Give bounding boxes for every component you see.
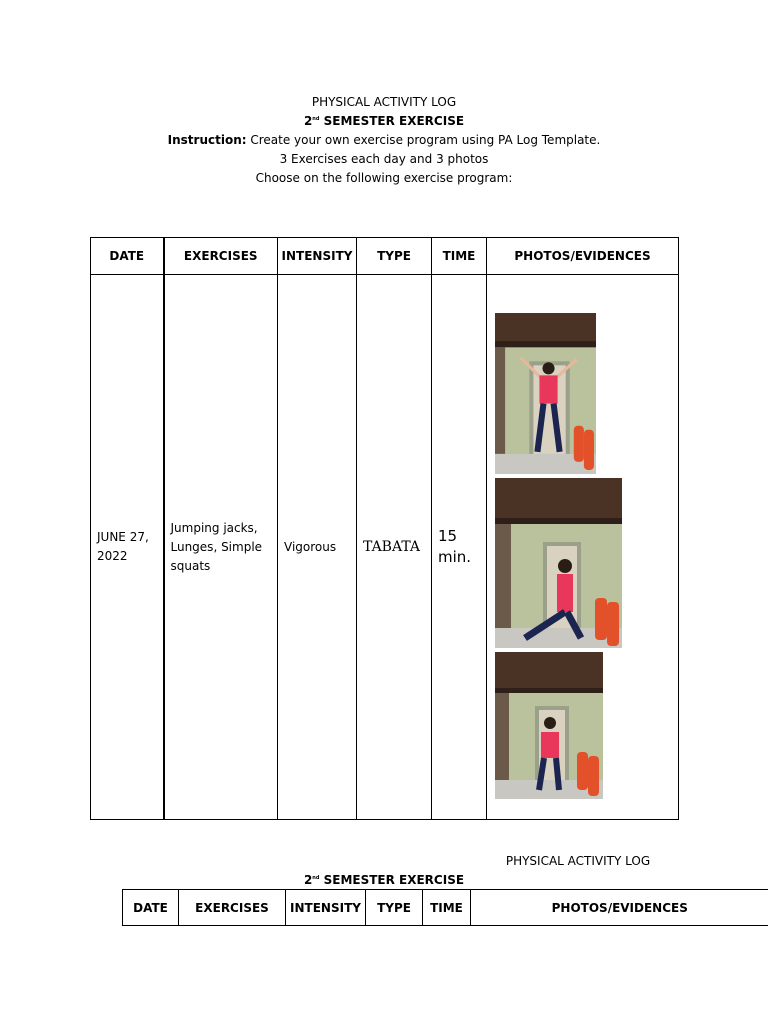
- header-time: TIME: [423, 890, 471, 926]
- second-activity-log-table: [122, 889, 768, 926]
- cell-intensity: Vigorous: [278, 275, 357, 820]
- log-title: PHYSICAL ACTIVITY LOG: [311, 95, 457, 109]
- activity-log-table: [90, 237, 679, 820]
- table-header-row: [123, 890, 768, 926]
- header-exercises: EXERCISES: [179, 890, 286, 926]
- header-type: TYPE: [366, 890, 423, 926]
- exercises-requirement: 3 Exercises each day and 3 photos: [279, 152, 489, 166]
- semester-heading: 2nd SEMESTER EXERCISE: [303, 114, 465, 128]
- header-photos: PHOTOS/EVIDENCES: [471, 890, 768, 926]
- table-row: [91, 275, 679, 820]
- choose-line: Choose on the following exercise program:: [255, 171, 513, 185]
- header-date: DATE: [123, 890, 179, 926]
- header-intensity: INTENSITY: [278, 238, 357, 275]
- header-intensity: INTENSITY: [286, 890, 366, 926]
- cell-time: 15 min.: [432, 275, 487, 820]
- second-semester-heading: 2nd SEMESTER EXERCISE: [303, 873, 465, 887]
- cell-photos: [487, 275, 679, 820]
- header-exercises: EXERCISES: [164, 238, 278, 275]
- photo-squats: [495, 652, 603, 799]
- table-header-row: [91, 238, 679, 275]
- instruction-line: Instruction: Create your own exercise program using PA Log Template.: [167, 133, 601, 147]
- cell-date: JUNE 27, 2022: [91, 275, 164, 820]
- header-time: TIME: [432, 238, 487, 275]
- cell-type: TABATA: [357, 275, 432, 820]
- header-type: TYPE: [357, 238, 432, 275]
- second-log-title: PHYSICAL ACTIVITY LOG: [505, 854, 651, 868]
- header-photos: PHOTOS/EVIDENCES: [487, 238, 679, 275]
- instruction-label: Instruction:: [167, 133, 247, 147]
- photo-lunges: [495, 478, 622, 648]
- photo-jumping-jacks: [495, 313, 596, 474]
- cell-exercises: Jumping jacks, Lunges, Simple squats: [164, 275, 278, 820]
- header-date: DATE: [91, 238, 164, 275]
